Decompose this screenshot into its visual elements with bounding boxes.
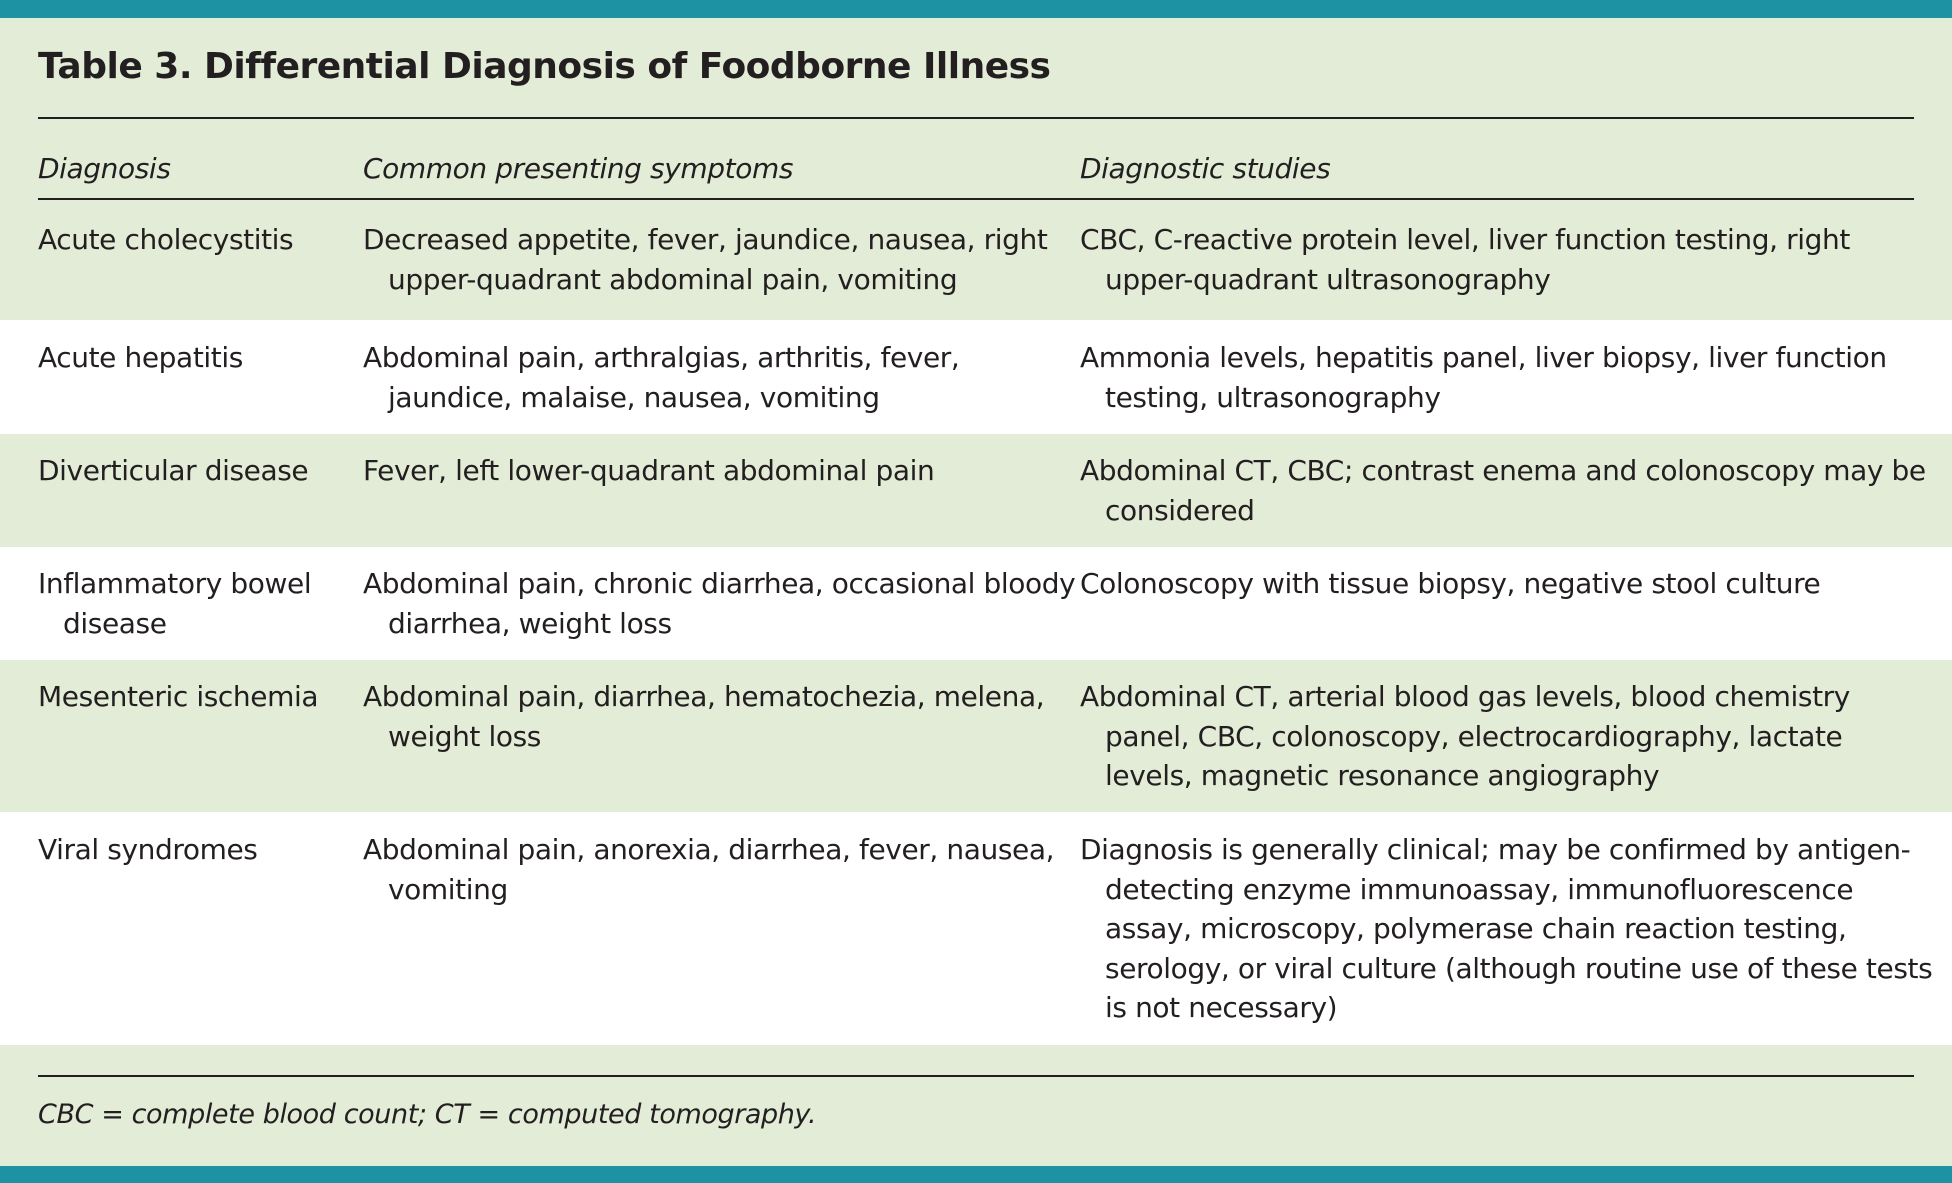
symptoms-cell: Abdominal pain, chronic diarrhea, occasional bloody diarrhea, weight loss	[363, 567, 1076, 640]
table-header-row	[0, 152, 1952, 192]
studies-cell: Ammonia levels, hepatitis panel, liver biopsy, liver function testing, ultrasonography	[1080, 341, 1887, 414]
table-row	[0, 434, 1952, 547]
diagnosis-cell: Mesenteric ischemia	[38, 680, 319, 713]
title-divider	[38, 117, 1914, 119]
header-diagnosis: Diagnosis	[38, 152, 171, 185]
header-symptoms: Common presenting symptoms	[363, 152, 794, 185]
table-row	[0, 320, 1952, 434]
studies-cell: Abdominal CT, arterial blood gas levels, blood chemistry panel, CBC, colonoscopy, electrocardiography, lactate levels, magnetic resonance angiography	[1080, 680, 1850, 792]
table-row	[0, 812, 1952, 1045]
diagnosis-cell: Inflammatory bowel disease	[38, 567, 312, 640]
symptoms-cell: Decreased appetite, fever, jaundice, nausea, right upper-quadrant abdominal pain, vomiting	[363, 223, 1048, 296]
symptoms-cell: Abdominal pain, diarrhea, hematochezia, melena, weight loss	[363, 680, 1045, 753]
table-footnote: CBC = complete blood count; CT = computed tomography.	[38, 1099, 817, 1130]
footer-divider	[38, 1075, 1914, 1077]
diagnosis-cell: Viral syndromes	[38, 833, 258, 866]
diagnosis-cell: Acute cholecystitis	[38, 223, 294, 256]
studies-cell: Abdominal CT, CBC; contrast enema and colonoscopy may be considered	[1080, 454, 1926, 527]
header-studies: Diagnostic studies	[1080, 152, 1331, 185]
symptoms-cell: Abdominal pain, arthralgias, arthritis, fever, jaundice, malaise, nausea, vomiting	[363, 341, 960, 414]
table-row	[0, 200, 1952, 320]
bottom-accent-bar	[0, 1166, 1952, 1183]
symptoms-cell: Abdominal pain, anorexia, diarrhea, fever, nausea, vomiting	[363, 833, 1055, 906]
table-row	[0, 660, 1952, 812]
symptoms-cell: Fever, left lower-quadrant abdominal pain	[363, 454, 935, 487]
diagnosis-cell: Diverticular disease	[38, 454, 309, 487]
diagnosis-cell: Acute hepatitis	[38, 341, 243, 374]
studies-cell: Colonoscopy with tissue biopsy, negative stool culture	[1080, 567, 1821, 600]
studies-cell: Diagnosis is generally clinical; may be confirmed by antigen-detecting enzyme immunoassay, immunofluorescence assay, microscopy, polymerase chain reaction testing, serology, or viral culture (although routine use of these tests is not necessary)	[1080, 833, 1933, 1024]
top-accent-bar	[0, 0, 1952, 18]
table-title: Table 3. Differential Diagnosis of Foodborne Illness	[38, 46, 1051, 87]
studies-cell: CBC, C-reactive protein level, liver function testing, right upper-quadrant ultrasonography	[1080, 223, 1850, 296]
table-row	[0, 547, 1952, 660]
